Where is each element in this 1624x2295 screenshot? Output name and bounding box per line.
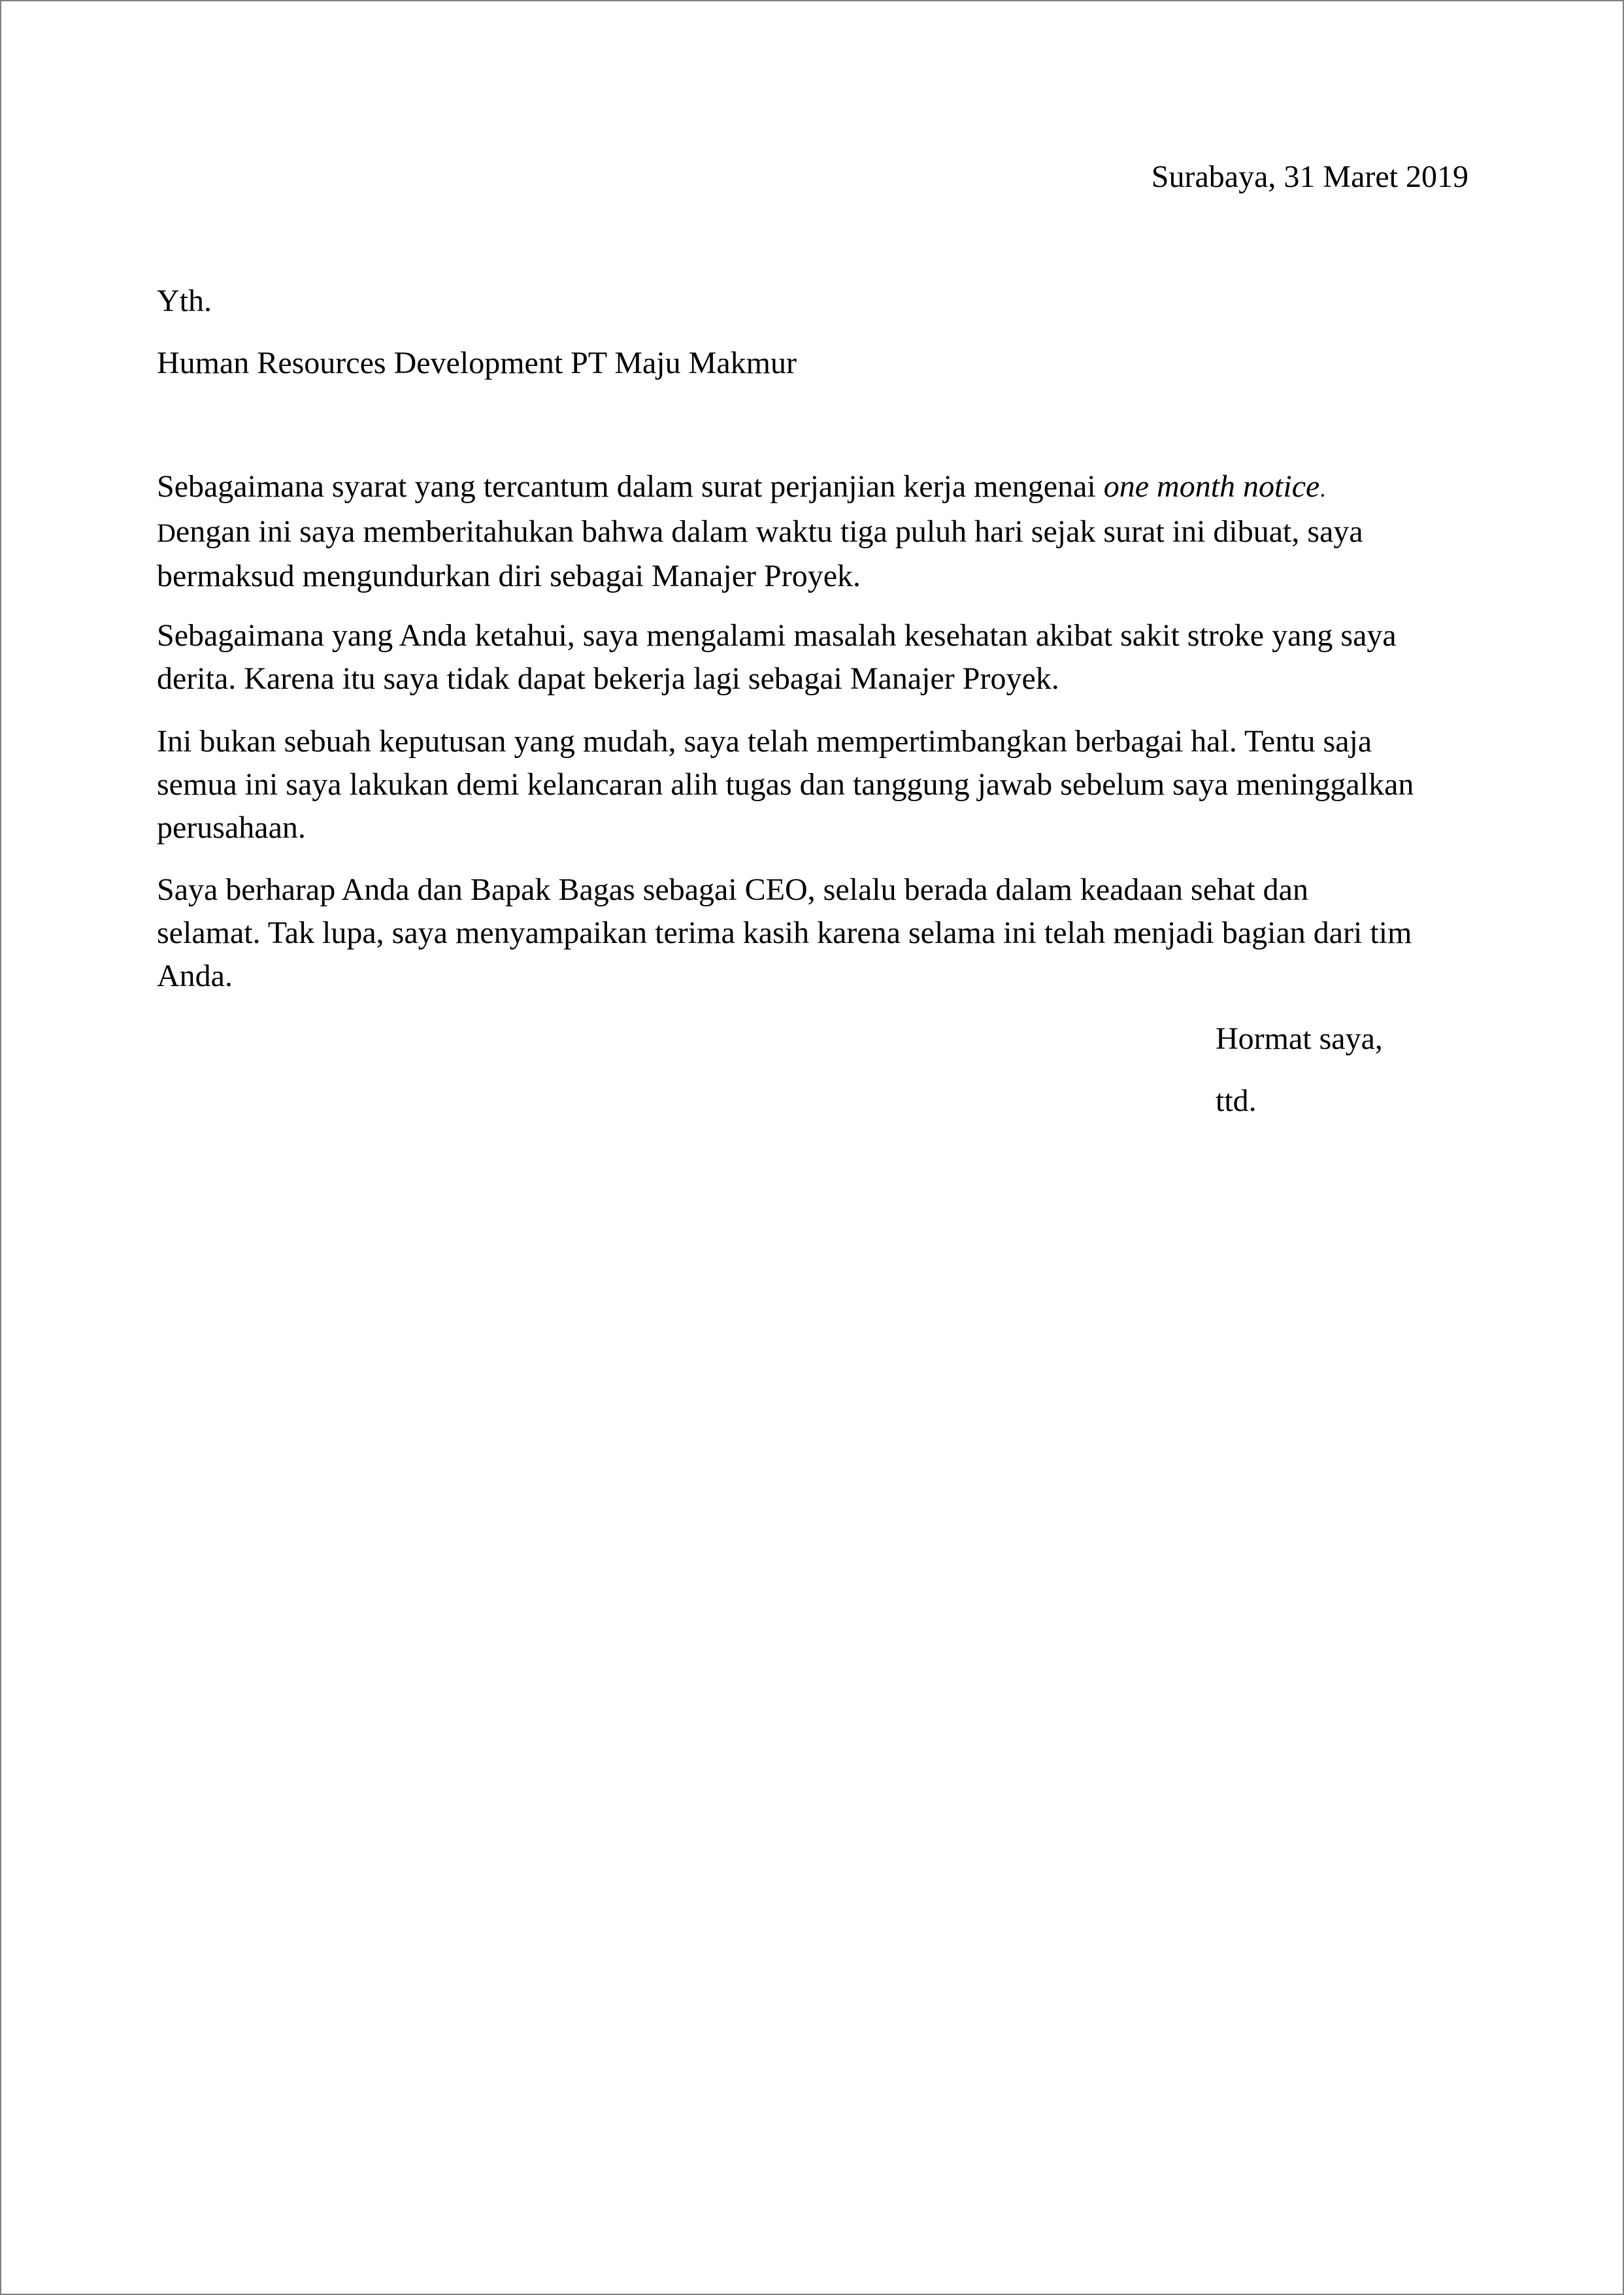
place-date: Surabaya, 31 Maret 2019 xyxy=(1151,159,1468,194)
signature-placeholder: ttd. xyxy=(1216,1083,1257,1118)
paragraph-4-line-1: Saya berharap Anda dan Bapak Bagas sebagai CEO, selalu berada dalam keadaan sehat dan xyxy=(157,872,1308,907)
paragraph-1-line-2-text: engan ini saya memberitahukan bahwa dalam waktu tiga puluh hari sejak surat ini dibuat, saya xyxy=(175,514,1363,549)
paragraph-1-line-3: bermaksud mengundurkan diri sebagai Manajer Proyek. xyxy=(157,559,861,593)
paragraph-2-line-2: derita. Karena itu saya tidak dapat bekerja lagi sebagai Manajer Proyek. xyxy=(157,661,1059,696)
paragraph-1-line-2 xyxy=(157,510,1470,555)
salutation: Yth. xyxy=(157,284,212,318)
paragraph-3-line-3: perusahaan. xyxy=(157,810,306,845)
italic-term: one month notice xyxy=(1103,469,1320,504)
paragraph-2 xyxy=(157,614,1470,701)
paragraph-1-line-1-text: Sebagaimana syarat yang tercantum dalam surat perjanjian kerja mengenai xyxy=(157,469,1104,504)
paragraph-1 xyxy=(157,465,1470,598)
paragraph-3-line-2: semua ini saya lakukan demi kelancaran alih tugas dan tanggung jawab sebelum saya meninggalkan xyxy=(157,767,1414,802)
recipient: Human Resources Development PT Maju Makmur xyxy=(157,346,797,380)
paragraph-4-line-2: selamat. Tak lupa, saya menyampaikan terima kasih karena selama ini telah menjadi bagian dari tim xyxy=(157,916,1412,950)
paragraph-3 xyxy=(157,720,1470,850)
paragraph-3-line-1: Ini bukan sebuah keputusan yang mudah, saya telah mempertimbangkan berbagai hal. Tentu saja xyxy=(157,724,1372,759)
paragraph-4-line-3: Anda. xyxy=(157,959,233,993)
paragraph-4 xyxy=(157,868,1470,998)
paragraph-1-initial: D xyxy=(157,518,176,548)
paragraph-2-line-1: Sebagaimana yang Anda ketahui, saya mengalami masalah kesehatan akibat sakit stroke yang saya xyxy=(157,618,1397,653)
closing-greeting: Hormat saya, xyxy=(1216,1021,1383,1056)
paragraph-1-line-1 xyxy=(157,465,1470,510)
paragraph-1-period: . xyxy=(1319,476,1326,502)
